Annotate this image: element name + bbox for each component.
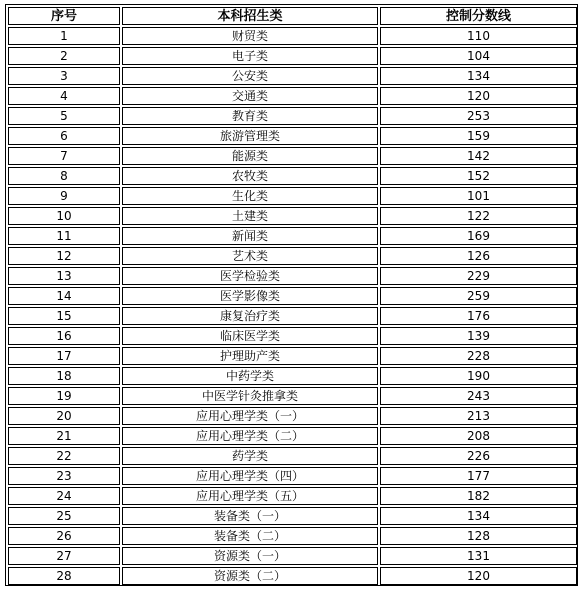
row-index: 19 — [8, 387, 120, 405]
table-row — [8, 527, 577, 545]
row-index: 22 — [8, 447, 120, 465]
row-category: 应用心理学类（五） — [122, 487, 378, 505]
row-category: 中药学类 — [122, 367, 378, 385]
row-score: 228 — [380, 347, 577, 365]
row-score: 128 — [380, 527, 577, 545]
score-table-container — [5, 4, 578, 586]
row-index: 5 — [8, 107, 120, 125]
row-category: 财贸类 — [122, 27, 378, 45]
table-row — [8, 567, 577, 585]
row-score: 101 — [380, 187, 577, 205]
row-category: 中医学针灸推拿类 — [122, 387, 378, 405]
table-row — [8, 67, 577, 85]
row-index: 14 — [8, 287, 120, 305]
row-score: 122 — [380, 207, 577, 225]
table-row — [8, 267, 577, 285]
score-table — [6, 5, 579, 587]
row-index: 9 — [8, 187, 120, 205]
row-category: 医学检验类 — [122, 267, 378, 285]
table-row — [8, 487, 577, 505]
row-category: 资源类（一） — [122, 547, 378, 565]
table-row — [8, 427, 577, 445]
row-category: 能源类 — [122, 147, 378, 165]
row-category: 医学影像类 — [122, 287, 378, 305]
row-score: 120 — [380, 567, 577, 585]
row-index: 28 — [8, 567, 120, 585]
table-row — [8, 367, 577, 385]
table-row — [8, 387, 577, 405]
row-score: 142 — [380, 147, 577, 165]
table-row — [8, 167, 577, 185]
row-index: 12 — [8, 247, 120, 265]
row-index: 21 — [8, 427, 120, 445]
table-row — [8, 327, 577, 345]
row-score: 104 — [380, 47, 577, 65]
table-row — [8, 187, 577, 205]
row-index: 11 — [8, 227, 120, 245]
header-category: 本科招生类 — [122, 7, 378, 25]
row-category: 装备类（一） — [122, 507, 378, 525]
row-category: 药学类 — [122, 447, 378, 465]
row-index: 2 — [8, 47, 120, 65]
row-index: 20 — [8, 407, 120, 425]
row-index: 3 — [8, 67, 120, 85]
row-category: 艺术类 — [122, 247, 378, 265]
table-row — [8, 207, 577, 225]
row-index: 27 — [8, 547, 120, 565]
row-index: 8 — [8, 167, 120, 185]
table-row — [8, 307, 577, 325]
table-row — [8, 87, 577, 105]
row-index: 10 — [8, 207, 120, 225]
table-row — [8, 507, 577, 525]
row-score: 134 — [380, 67, 577, 85]
table-row — [8, 407, 577, 425]
row-score: 152 — [380, 167, 577, 185]
row-category: 资源类（二） — [122, 567, 378, 585]
row-score: 110 — [380, 27, 577, 45]
table-row — [8, 447, 577, 465]
row-score: 131 — [380, 547, 577, 565]
row-category: 康复治疗类 — [122, 307, 378, 325]
table-row — [8, 467, 577, 485]
row-score: 229 — [380, 267, 577, 285]
table-header-row — [8, 7, 577, 25]
row-category: 生化类 — [122, 187, 378, 205]
row-index: 23 — [8, 467, 120, 485]
table-row — [8, 287, 577, 305]
table-row — [8, 347, 577, 365]
row-category: 应用心理学类（一） — [122, 407, 378, 425]
row-category: 应用心理学类（四） — [122, 467, 378, 485]
row-score: 190 — [380, 367, 577, 385]
row-category: 电子类 — [122, 47, 378, 65]
row-index: 15 — [8, 307, 120, 325]
row-index: 4 — [8, 87, 120, 105]
row-score: 259 — [380, 287, 577, 305]
row-score: 177 — [380, 467, 577, 485]
row-index: 25 — [8, 507, 120, 525]
row-index: 26 — [8, 527, 120, 545]
row-category: 交通类 — [122, 87, 378, 105]
table-row — [8, 147, 577, 165]
row-category: 旅游管理类 — [122, 127, 378, 145]
row-score: 213 — [380, 407, 577, 425]
row-score: 134 — [380, 507, 577, 525]
row-category: 土建类 — [122, 207, 378, 225]
row-index: 18 — [8, 367, 120, 385]
table-row — [8, 27, 577, 45]
row-category: 临床医学类 — [122, 327, 378, 345]
row-index: 1 — [8, 27, 120, 45]
row-index: 13 — [8, 267, 120, 285]
row-score: 253 — [380, 107, 577, 125]
row-score: 169 — [380, 227, 577, 245]
table-row — [8, 247, 577, 265]
row-index: 7 — [8, 147, 120, 165]
row-score: 226 — [380, 447, 577, 465]
row-category: 新闻类 — [122, 227, 378, 245]
row-score: 208 — [380, 427, 577, 445]
table-row — [8, 47, 577, 65]
row-score: 159 — [380, 127, 577, 145]
row-score: 139 — [380, 327, 577, 345]
table-row — [8, 547, 577, 565]
row-score: 126 — [380, 247, 577, 265]
header-index: 序号 — [8, 7, 120, 25]
row-score: 120 — [380, 87, 577, 105]
row-index: 24 — [8, 487, 120, 505]
table-row — [8, 107, 577, 125]
row-category: 护理助产类 — [122, 347, 378, 365]
row-category: 装备类（二） — [122, 527, 378, 545]
row-index: 17 — [8, 347, 120, 365]
row-score: 243 — [380, 387, 577, 405]
row-category: 公安类 — [122, 67, 378, 85]
row-score: 176 — [380, 307, 577, 325]
row-score: 182 — [380, 487, 577, 505]
row-index: 6 — [8, 127, 120, 145]
row-index: 16 — [8, 327, 120, 345]
row-category: 农牧类 — [122, 167, 378, 185]
table-row — [8, 127, 577, 145]
table-body — [8, 27, 577, 585]
header-score: 控制分数线 — [380, 7, 577, 25]
row-category: 应用心理学类（二） — [122, 427, 378, 445]
row-category: 教育类 — [122, 107, 378, 125]
table-row — [8, 227, 577, 245]
